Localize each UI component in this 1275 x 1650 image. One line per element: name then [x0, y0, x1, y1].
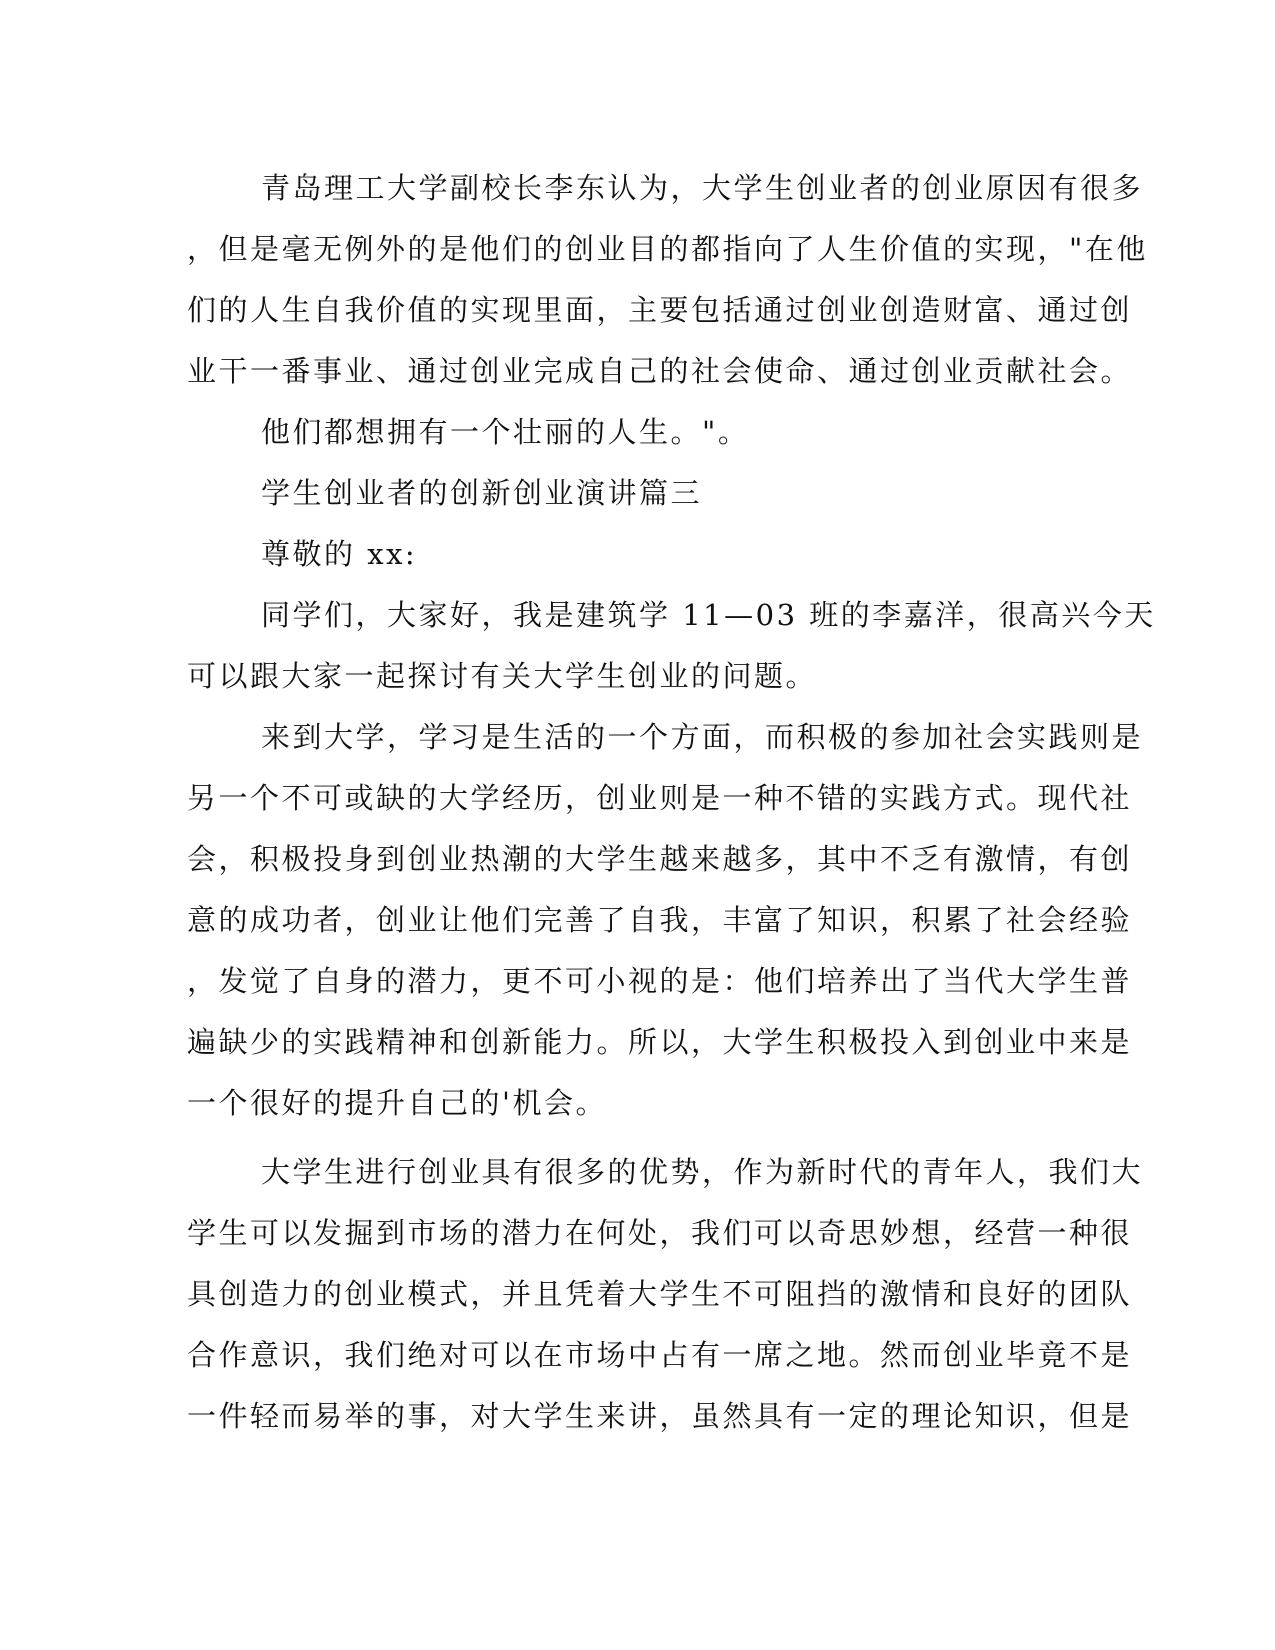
text-line: 一件轻而易举的事，对大学生来讲，虽然具有一定的理论知识，但是: [187, 1399, 1133, 1433]
text-line: ，发觉了自身的潜力，更不可小视的是：他们培养出了当代大学生普: [187, 964, 1133, 998]
text-line: 大学生进行创业具有很多的优势，作为新时代的青年人，我们大: [261, 1155, 1144, 1189]
text-line: 业干一番事业、通过创业完成自己的社会使命、通过创业贡献社会。: [187, 354, 1133, 388]
text-line: 会，积极投身到创业热潮的大学生越来越多，其中不乏有激情，有创: [187, 842, 1133, 876]
text-line: 可以跟大家一起探讨有关大学生创业的问题。: [187, 659, 818, 693]
section-heading: 学生创业者的创新创业演讲篇三: [261, 476, 703, 510]
text-line: 另一个不可或缺的大学经历，创业则是一种不错的实践方式。现代社: [187, 781, 1133, 815]
text-line: 他们都想拥有一个壮丽的人生。"。: [261, 415, 750, 449]
text-line: 意的成功者，创业让他们完善了自我，丰富了知识，积累了社会经验: [187, 903, 1133, 937]
text-line: 青岛理工大学副校长李东认为，大学生创业者的创业原因有很多: [261, 171, 1144, 205]
text-line: 学生可以发掘到市场的潜力在何处，我们可以奇思妙想，经营一种很: [187, 1216, 1133, 1250]
salutation: 尊敬的 xx:: [261, 537, 418, 571]
document-body: [187, 158, 1156, 1447]
text-line: 合作意识，我们绝对可以在市场中占有一席之地。然而创业毕竟不是: [187, 1338, 1133, 1372]
text-line: 一个很好的提升自己的'机会。: [187, 1086, 607, 1120]
text-line: 同学们，大家好，我是建筑学 11—03 班的李嘉洋，很高兴今天: [261, 598, 1156, 632]
text-line: 遍缺少的实践精神和创新能力。所以，大学生积极投入到创业中来是: [187, 1025, 1133, 1059]
text-line: ，但是毫无例外的是他们的创业目的都指向了人生价值的实现，"在他: [187, 232, 1148, 266]
text-line: 们的人生自我价值的实现里面，主要包括通过创业创造财富、通过创: [187, 293, 1133, 327]
text-line: 来到大学，学习是生活的一个方面，而积极的参加社会实践则是: [261, 720, 1144, 754]
text-line: 具创造力的创业模式，并且凭着大学生不可阻挡的激情和良好的团队: [187, 1277, 1133, 1311]
